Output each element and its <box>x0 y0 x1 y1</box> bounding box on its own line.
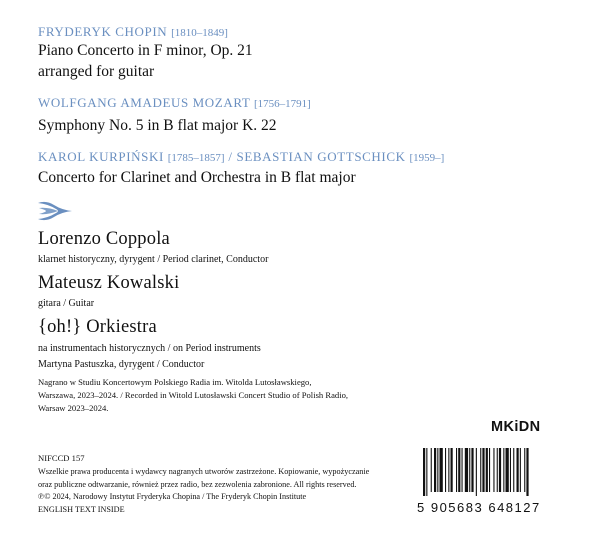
performer-role-kowalski: gitara / Guitar <box>38 298 95 309</box>
barcode-bar <box>434 448 436 492</box>
barcode-bar <box>510 448 511 492</box>
composer-name: SEBASTIAN GOTTSCHICK <box>236 149 406 164</box>
barcode-bar <box>462 448 463 492</box>
barcode-bar <box>480 448 481 492</box>
barcode-bar <box>489 448 490 492</box>
catalog-number: NIFCCD 157 <box>38 453 85 463</box>
barcode-bar <box>503 448 504 492</box>
barcode-bar <box>526 448 528 496</box>
work-chopin-title: Piano Concerto in F minor, Op. 21 <box>38 42 253 59</box>
barcode-bar <box>445 448 446 492</box>
recording-note-line: Nagrano w Studiu Koncertowym Polskiego Radia im. Witolda Lutosławskiego, <box>38 377 312 387</box>
barcode-bar <box>437 448 438 492</box>
composer-dates: [1756–1791] <box>253 98 311 110</box>
performer-role-coppola: klarnet historyczny, dyrygent / Period clarinet, Conductor <box>38 254 269 265</box>
recording-note <box>38 376 348 415</box>
legal-line: oraz publiczne odtwarzanie, również przez radio, bez zezwolenia zabronione. All rights reserved. <box>38 479 357 489</box>
legal-line: Wszelkie prawa producenta i wydawcy nagranych utworów zastrzeżone. Kopiowanie, wypożyczanie <box>38 467 370 476</box>
wave-ornament-icon <box>36 199 74 223</box>
barcode-bars <box>419 448 569 496</box>
legal-text <box>38 466 369 516</box>
recording-note-line: Warsaw 2023–2024. <box>38 403 109 413</box>
legal-line: ENGLISH TEXT INSIDE <box>38 504 125 514</box>
barcode-bar <box>456 448 457 492</box>
work-chopin-subtitle: arranged for guitar <box>38 63 155 80</box>
performer-name-orkiestra: {oh!} Orkiestra <box>38 317 157 337</box>
barcode-bar <box>451 448 453 492</box>
barcode-digits: 5 905683 648127 <box>417 500 541 515</box>
composer-name: KAROL KURPIŃSKI <box>38 149 164 164</box>
barcode-bar <box>431 448 432 492</box>
work-mozart-title: Symphony No. 5 in B flat major K. 22 <box>38 117 277 134</box>
barcode-bar <box>486 448 488 492</box>
recording-note-line: Warszawa, 2023–2024. / Recorded in Witold Lutosławski Concert Studio of Polish Radio, <box>38 390 349 400</box>
composer-chopin <box>38 24 228 40</box>
composer-mozart <box>38 95 311 111</box>
barcode-bar <box>458 448 460 492</box>
composer-separator: / <box>224 149 237 164</box>
legal-line: ℗© 2024, Narodowy Instytut Fryderyka Chopina / The Fryderyk Chopin Institute <box>38 492 307 501</box>
barcode-bar <box>499 448 501 492</box>
barcode-bar <box>448 448 449 492</box>
mkidn-logo: MKiDN <box>491 419 541 435</box>
barcode-bar <box>497 448 498 492</box>
barcode-bar <box>517 448 519 492</box>
composer-dates: [1810–1849] <box>171 27 228 39</box>
barcode-bar <box>482 448 484 492</box>
barcode-bar <box>520 448 521 492</box>
performer-conductor-orkiestra: Martyna Pastuszka, dyrygent / Conductor <box>38 359 205 370</box>
barcode-bar <box>426 448 427 496</box>
barcode-bar <box>440 448 443 492</box>
composer-kurpinski-gottschick <box>38 149 444 165</box>
barcode-bar <box>469 448 470 492</box>
barcode-bar <box>471 448 473 492</box>
barcode-bar <box>476 448 477 496</box>
composer-dates: [1959–] <box>409 152 445 164</box>
barcode-bar <box>506 448 509 492</box>
composer-name: WOLFGANG AMADEUS MOZART <box>38 95 251 110</box>
performer-name-kowalski: Mateusz Kowalski <box>38 273 180 293</box>
composer-name: FRYDERYK CHOPIN <box>38 24 168 39</box>
performer-role-orkiestra: na instrumentach historycznych / on Period instruments <box>38 343 261 354</box>
work-kurpinski-title: Concerto for Clarinet and Orchestra in B flat major <box>38 169 356 186</box>
barcode <box>419 448 569 508</box>
barcode-bar <box>423 448 425 496</box>
barcode-bar <box>524 448 525 492</box>
barcode-bar <box>465 448 468 492</box>
barcode-bar <box>513 448 514 492</box>
composer-dates: [1785–1857] <box>167 152 225 164</box>
performer-name-coppola: Lorenzo Coppola <box>38 229 170 249</box>
barcode-bar <box>493 448 494 492</box>
